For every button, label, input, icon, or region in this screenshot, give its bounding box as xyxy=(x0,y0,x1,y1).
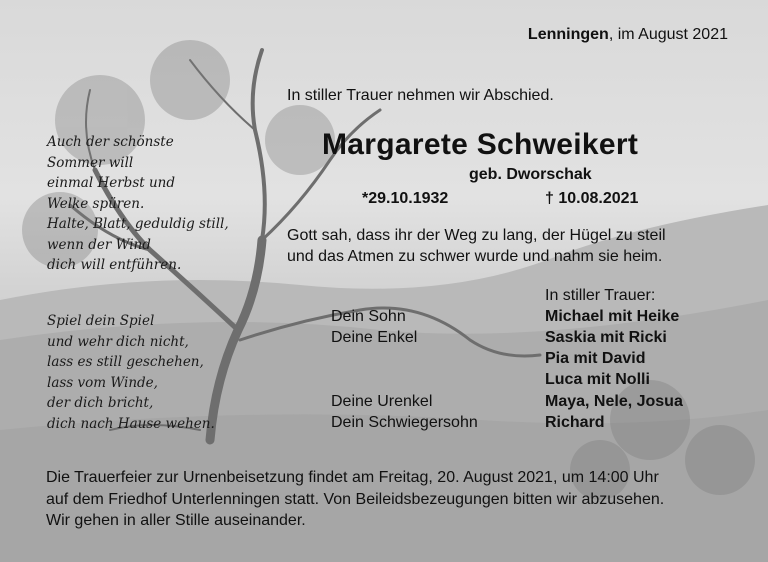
mourner-relation: Deine Urenkel xyxy=(331,393,433,410)
death-date: † 10.08.2021 xyxy=(545,190,639,207)
birth-date: *29.10.1932 xyxy=(362,190,449,207)
poem-line: Welke spüren. xyxy=(47,195,145,212)
poem-line: dich will entführen. xyxy=(47,257,182,273)
place-date-line xyxy=(528,26,728,44)
mourner-names: Richard xyxy=(545,414,605,431)
poem-line: dich nach Hause wehen. xyxy=(47,415,215,432)
poem-line: und wehr dich nicht, xyxy=(47,333,189,350)
footer-line: auf dem Friedhof Unterlenningen statt. Von Beileidsbezeugungen bitten wir abzusehen. xyxy=(46,490,665,508)
intro-line: In stiller Trauer nehmen wir Abschied. xyxy=(287,87,554,104)
poem-line: lass es still geschehen, xyxy=(47,354,204,370)
funeral-info xyxy=(46,467,664,532)
mourner-names: Michael mit Heike xyxy=(545,308,680,325)
quote-line: Gott sah, dass ihr der Weg zu lang, der Hügel zu steil xyxy=(287,227,666,244)
poem-line: Auch der schönste xyxy=(47,134,174,150)
mourner-names: Saskia mit Ricki xyxy=(545,329,667,346)
poem-line: Sommer will xyxy=(47,154,134,171)
poem-stanza-2 xyxy=(47,311,215,434)
mourner-names: Luca mit Nolli xyxy=(545,371,650,388)
footer-line: Wir gehen in aller Stille auseinander. xyxy=(46,512,306,529)
poem-line: einmal Herbst und xyxy=(47,175,175,191)
poem-line: wenn der Wind xyxy=(47,236,151,253)
poem-line: Halte, Blatt, geduldig still, xyxy=(47,216,229,232)
mourner-names: Maya, Nele, Josua xyxy=(545,393,683,410)
mourner-relation: Dein Sohn xyxy=(331,308,406,325)
date-text: , im August 2021 xyxy=(608,26,728,43)
quote-block xyxy=(287,225,666,267)
quote-line: und das Atmen zu schwer wurde und nahm sie heim. xyxy=(287,248,663,265)
maiden-name: geb. Dworschak xyxy=(469,166,592,183)
place-name: Lenningen xyxy=(527,26,609,43)
footer-line: Die Trauerfeier zur Urnenbeisetzung findet am Freitag, 20. August 2021, um 14:00 Uhr xyxy=(46,469,659,486)
mourners-heading: In stiller Trauer: xyxy=(545,287,656,304)
mourner-relation: Deine Enkel xyxy=(331,329,418,346)
mourner-relation: Dein Schwiegersohn xyxy=(331,414,478,431)
poem-stanza-1 xyxy=(47,132,229,276)
poem-line: der dich bricht, xyxy=(47,395,154,411)
mourner-names: Pia mit David xyxy=(545,350,646,367)
deceased-name: Margarete Schweikert xyxy=(322,128,639,161)
poem-line: Spiel dein Spiel xyxy=(47,313,155,329)
poem-line: lass vom Winde, xyxy=(47,374,158,391)
